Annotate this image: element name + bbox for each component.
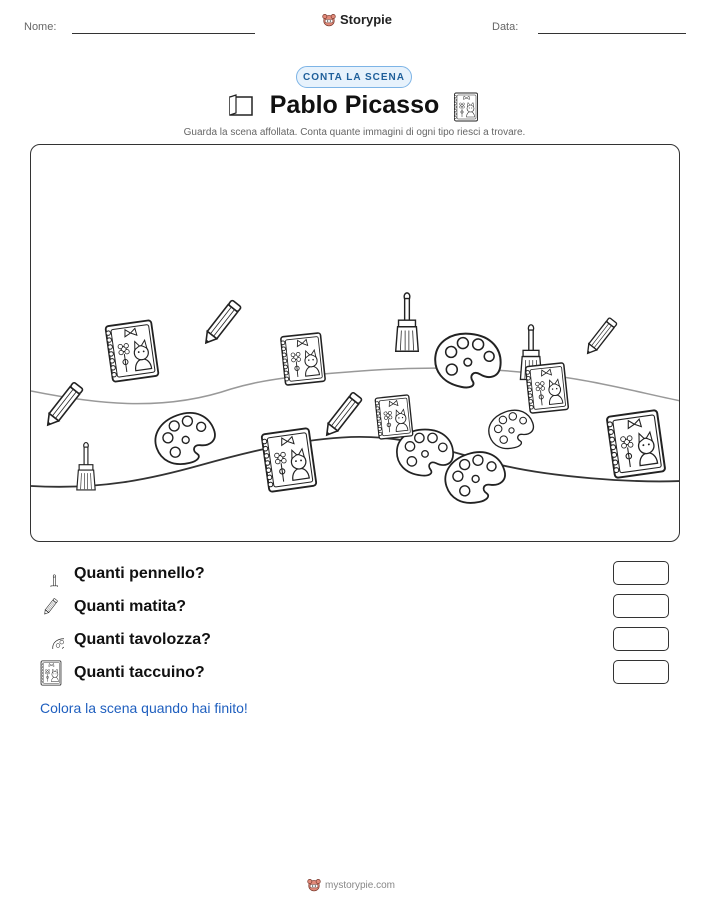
bear-icon	[307, 878, 321, 892]
sketchbook-icon	[261, 428, 316, 492]
question-row	[40, 561, 670, 587]
sketchbook-icon	[280, 333, 325, 385]
palette-icon	[40, 627, 64, 649]
question-text: Quanti tavolozza?	[74, 631, 211, 648]
page-title: Pablo Picasso	[269, 91, 440, 119]
sketchbook-icon	[105, 320, 159, 382]
answer-box-paintbrush[interactable]	[613, 561, 669, 585]
name-field-line[interactable]	[72, 33, 255, 34]
question-row	[40, 594, 670, 620]
crowded-scene	[31, 145, 680, 542]
question-row	[40, 627, 670, 653]
sketchbook-icon	[606, 410, 665, 478]
storypie-logo	[322, 12, 392, 27]
question-text: Quanti taccuino?	[74, 664, 205, 681]
brand-name: Storypie	[340, 12, 393, 27]
coloring-instruction: Colora la scena quando hai finito!	[40, 700, 248, 716]
answer-box-palette[interactable]	[613, 627, 669, 651]
answer-box-sketchbook[interactable]	[613, 660, 669, 684]
question-text: Quanti matita?	[74, 598, 187, 615]
pencil-icon	[40, 594, 62, 618]
sketchbook-icon	[525, 363, 568, 413]
pencil-icon	[43, 382, 83, 429]
answer-box-pencil[interactable]	[613, 594, 669, 618]
site-url[interactable]: mystorypie.com	[325, 879, 396, 891]
paintbrush-icon	[40, 561, 58, 587]
foreground-hill-line	[31, 437, 680, 487]
sketchbook-icon	[375, 395, 413, 439]
paintbrush-icon	[77, 443, 95, 490]
date-field-line[interactable]	[538, 33, 686, 34]
question-row	[40, 660, 670, 686]
bear-icon	[322, 13, 336, 27]
instructions: Guarda la scena affollata. Conta quante immagini di ogni tipo riesci a trovare.	[183, 127, 526, 138]
site-footer	[307, 878, 395, 892]
pencil-icon	[322, 392, 362, 439]
name-label: Nome:	[24, 21, 57, 33]
date-label: Data:	[492, 21, 519, 33]
scene-badge: CONTA LA SCENA	[296, 66, 412, 88]
palette-icon	[433, 331, 503, 390]
paintbrush-icon	[396, 293, 419, 351]
pencil-icon	[201, 300, 241, 347]
sketchbook-icon	[40, 660, 62, 686]
pencil-icon	[584, 317, 618, 356]
scene-illustration	[30, 144, 680, 542]
question-text: Quanti pennello?	[74, 565, 205, 582]
sketchbook-icon	[453, 92, 479, 122]
